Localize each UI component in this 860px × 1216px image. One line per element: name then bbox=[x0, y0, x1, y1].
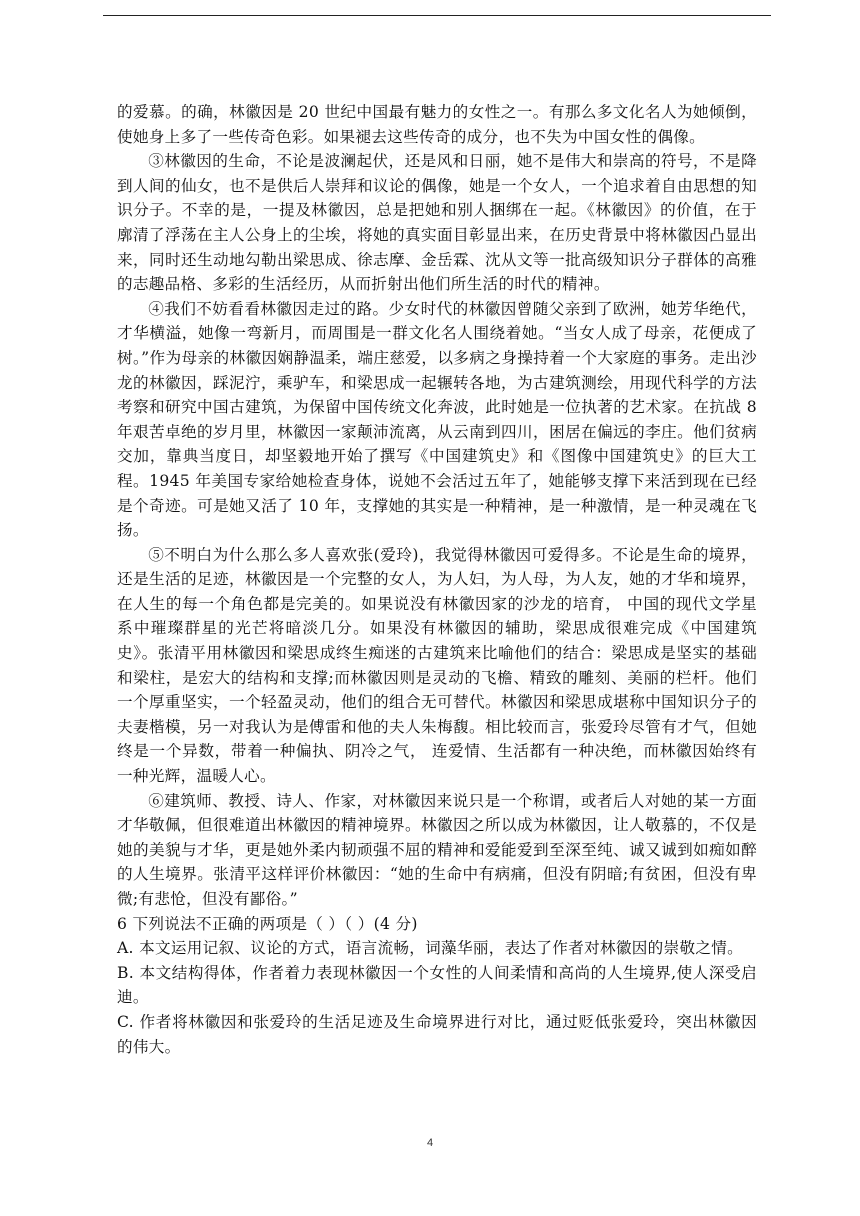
option-a: A. 本文运用记叙、议论的方式，语言流畅，词藻华丽，表达了作者对林徽因的崇敬之情。 bbox=[117, 939, 744, 958]
paragraph-4: ④我们不妨看看林徽因走过的路。少女时代的林徽因曾随父亲到了欧洲，她芳华绝代，才华横溢，她像一弯新月，而周围是一群文化名人围绕着她。“当女人成了母亲，花便成了树。”作为母亲的林徽因娴静温柔，端庄慈爱，以多病之身操持着一个大家庭的事务。走出沙龙的林徽因，踩泥泞，乘驴车，和梁思成一起辗转各地，为古建筑测绘，用现代科学的方法考察和研究中国古建筑，为保留中国传统文化奔波，此时她是一位执著的艺术家。在抗战 8 年艰苦卓绝的岁月里，林徽因一家颠沛流离，从云南到四川，困居在偏远的李庄。他们贫病交加，靠典当度日，却坚毅地开始了撰写《中国建筑史》和《图像中国建筑史》的巨大工程。1945 年美国专家给她检查身体，说她不会活过五年了，她能够支撑下来活到现在已经是个奇迹。可是她又活了 10 年，支撑她的其实是一种精神，是一种激情，是一种灵魂在飞扬。 bbox=[117, 299, 757, 540]
header-rule bbox=[103, 15, 771, 16]
paragraph-5: ⑤不明白为什么那么多人喜欢张(爱玲)，我觉得林徽因可爱得多。不论是生命的境界，还是生活的足迹，林徽因是一个完整的女人，为人妇，为人母，为人友，她的才华和境界，在人生的每一个角色都是完美的。如果说没有林徽因家的沙龙的培育， 中国的现代文学星系中璀璨群星的光芒将暗淡几分。如果没有林徽因的辅助，梁思成很难完成《中国建筑史》。张清平用林徽因和梁思成终生痴迷的古建筑来比喻他们的结合：梁思成是坚实的基础和梁柱，是宏大的结构和支撑;而林徽因则是灵动的飞檐、精致的雕刻、美丽的栏杆。他们一个厚重坚实，一个轻盈灵动，他们的组合无可替代。林徽因和梁思成堪称中国知识分子的夫妻楷模，另一对我认为是傅雷和他的夫人朱梅馥。相比较而言，张爱玲尽管有才气，但她终是一个异数，带着一种偏执、阴冷之气， 连爱情、生活都有一种决绝，而林徽因始终有一种光辉，温暖人心。 bbox=[117, 545, 757, 786]
page-body bbox=[117, 100, 757, 1059]
paragraph-continuation: 的爱慕。的确，林徽因是 20 世纪中国最有魅力的女性之一。有那么多文化名人为她倾倒，使她身上多了一些传奇色彩。如果褪去这些传奇的成分，也不失为中国女性的偶像。 bbox=[117, 103, 757, 146]
question-stem: 6 下列说法不正确的两项是（ ）（ ）(4 分) bbox=[117, 914, 418, 933]
paragraph-6: ⑥建筑师、教授、诗人、作家，对林徽因来说只是一个称谓，或者后人对她的某一方面才华敬佩，但很难道出林徽因的精神境界。林徽因之所以成为林徽因，让人敬慕的，不仅是她的美貌与才华，更是她外柔内韧顽强不屈的精神和爱能爱到至深至纯、诚又诚到如痴如醉的人生境界。张清平这样评价林徽因：“她的生命中有病痛，但没有阴暗;有贫困，但没有卑微;有悲怆，但没有鄙俗。” bbox=[117, 791, 757, 908]
paragraph-3: ③林徽因的生命，不论是波澜起伏，还是风和日丽，她不是伟大和崇高的符号，不是降到人间的仙女，也不是供后人崇拜和议论的偶像，她是一个女人，一个追求着自由思想的知识分子。不幸的是，一提及林徽因，总是把她和别人捆绑在一起。《林徽因》的价值，在于廓清了浮荡在主人公身上的尘埃，将她的真实面目彰显出来，在历史背景中将林徽因凸显出来，同时还生动地勾勒出梁思成、徐志摩、金岳霖、沈从文等一批高级知识分子群体的高雅的志趣品格、多彩的生活经历，从而折射出他们所生活的时代的精神。 bbox=[117, 152, 757, 294]
option-c: C. 作者将林徽因和张爱玲的生活足迹及生命境界进行对比，通过贬低张爱玲，突出林徽因的伟大。 bbox=[117, 1012, 757, 1056]
option-b: B. 本文结构得体，作者着力表现林徽因一个女性的人间柔情和高尚的人生境界,使人深受启迪。 bbox=[117, 963, 757, 1007]
page-number: 4 bbox=[426, 1137, 434, 1149]
